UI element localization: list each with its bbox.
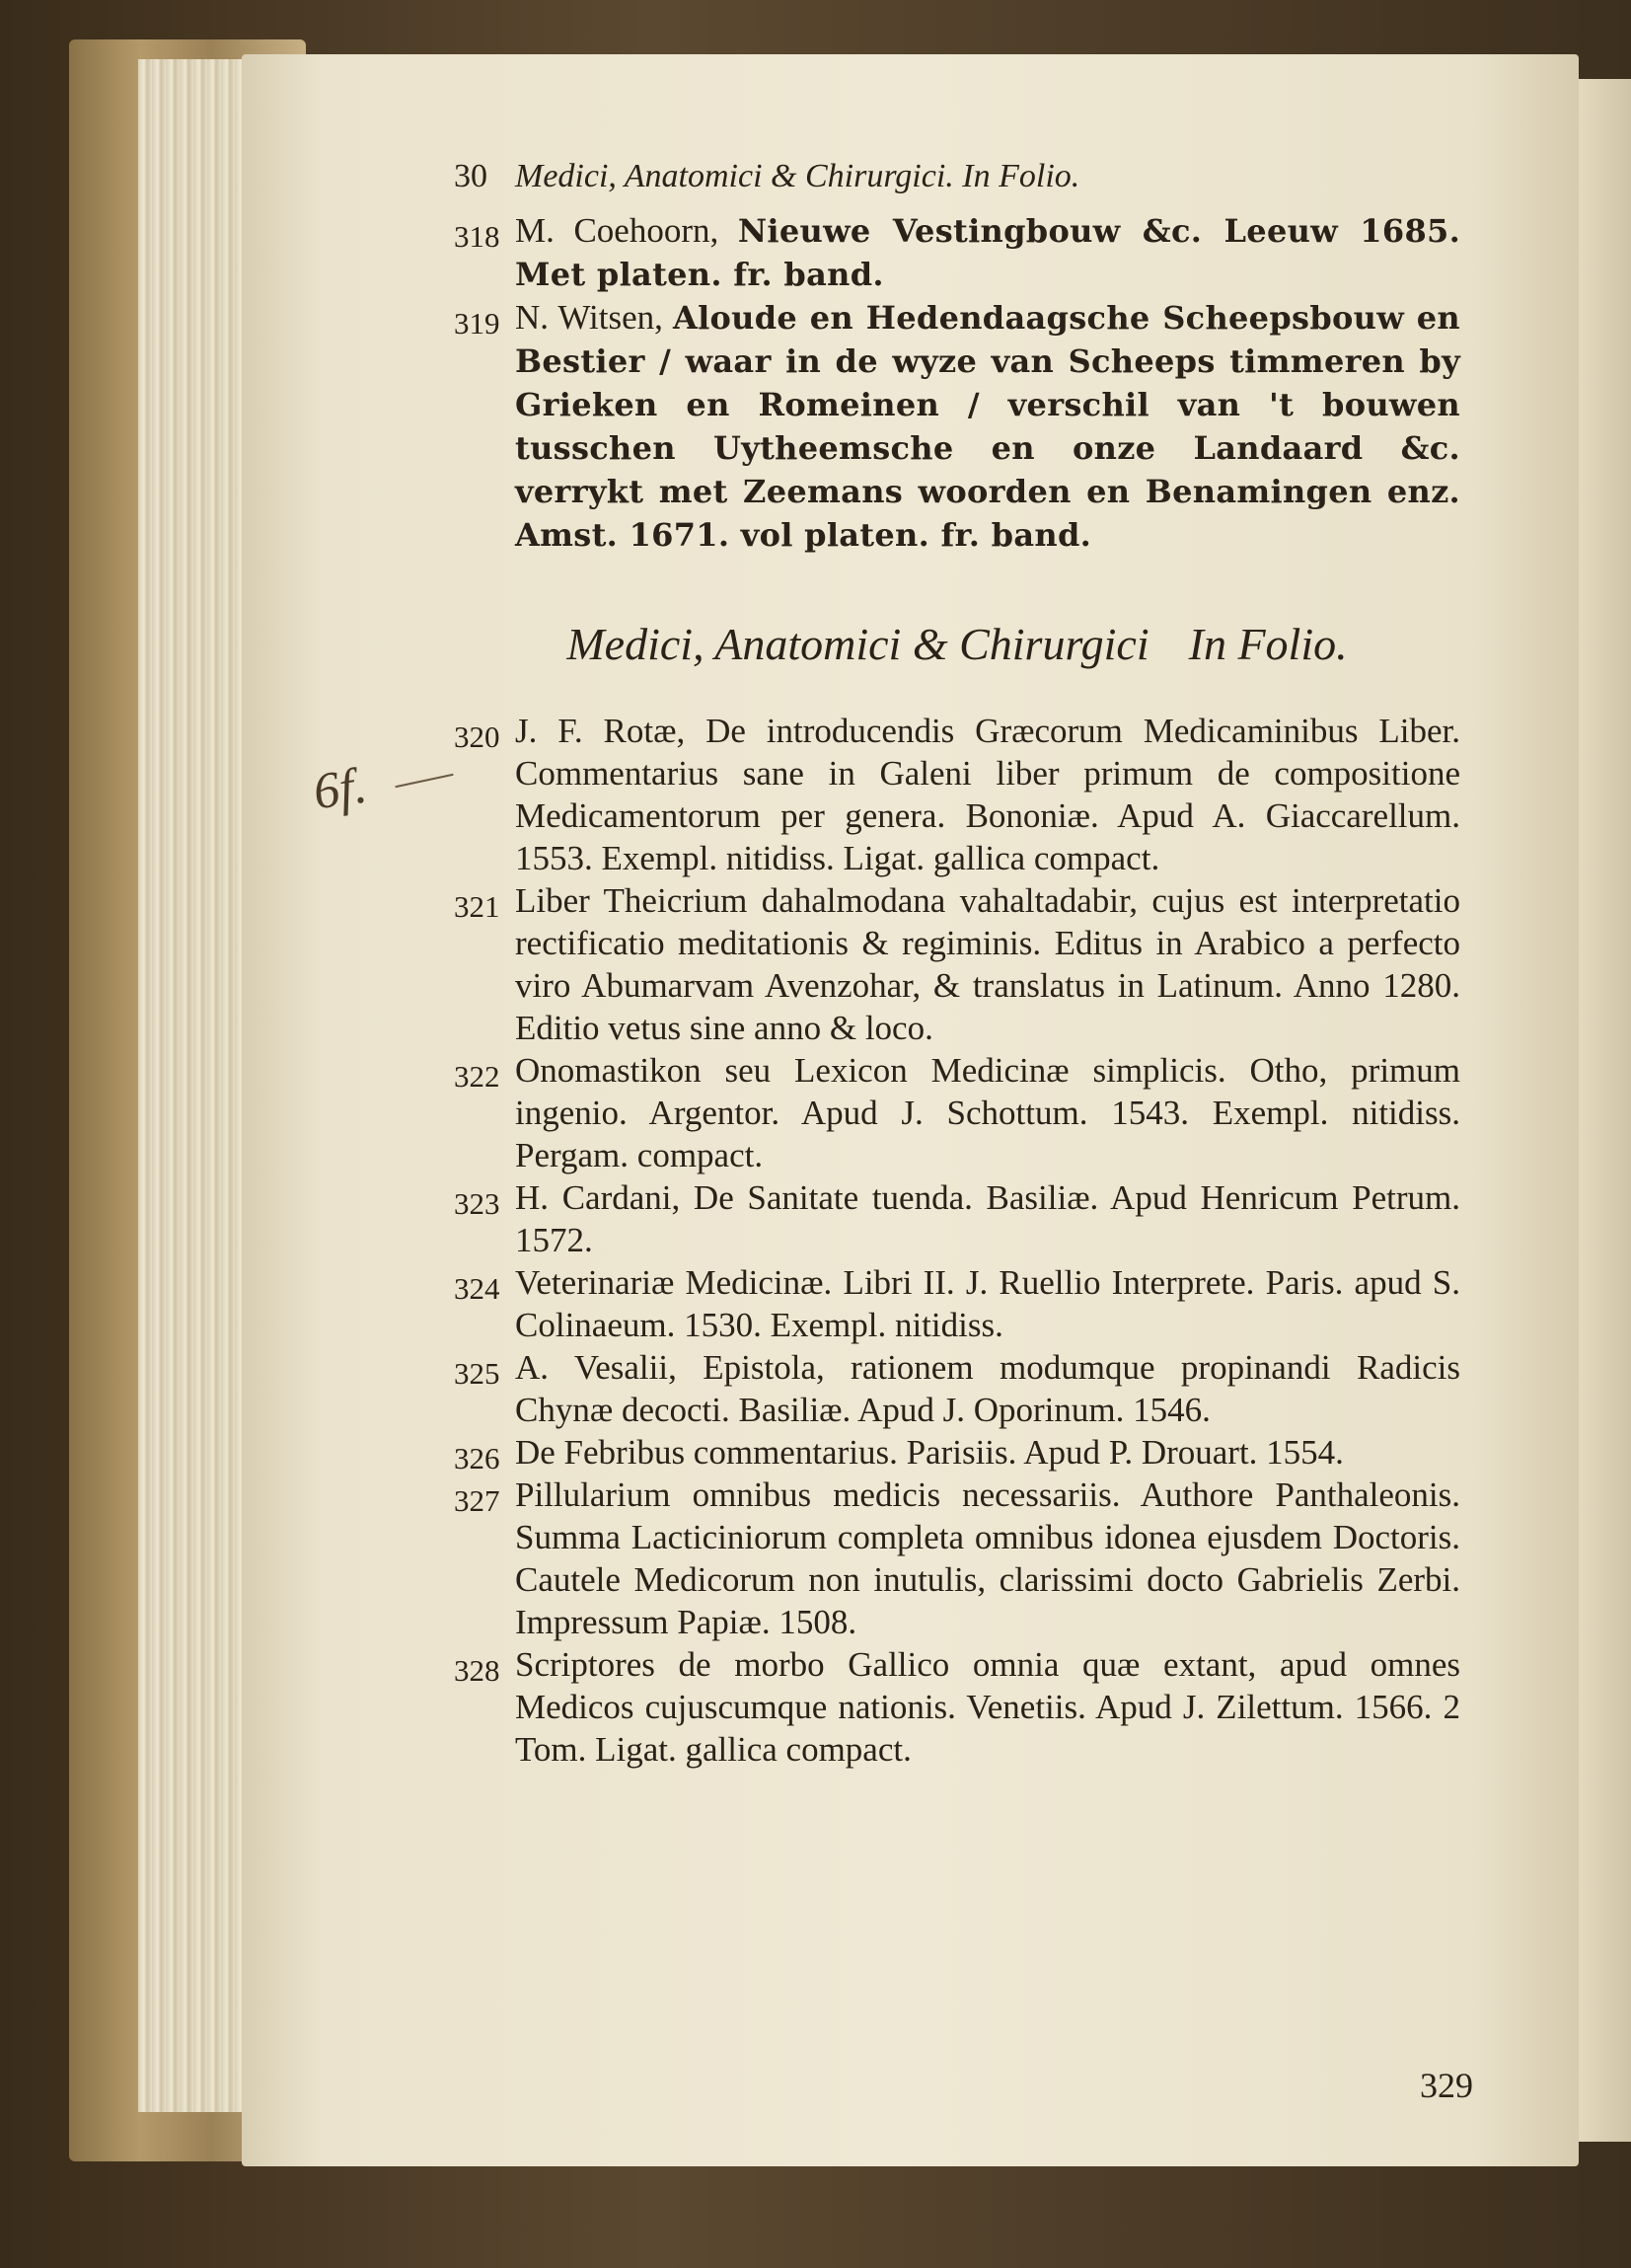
section-heading	[454, 618, 1460, 670]
catalog-entry-325	[454, 1346, 1460, 1431]
entry-text: J. F. Rotæ, De introducendis Græcorum Medicaminibus Liber. Commentarius sane in Galeni liber primum de compositione Medicamentorum per genera. Bononiæ. Apud A. Giaccarellum. 1553. Exempl. nitidiss. Ligat. gallica compact.	[515, 712, 1460, 877]
entry-number: 320	[454, 719, 500, 754]
catalog-entry-326	[454, 1431, 1460, 1474]
entry-text: A. Vesalii, Epistola, rationem modumque propinandi Radicis Chynæ decocti. Basiliæ. Apud J. Oporinum. 1546.	[515, 1348, 1460, 1429]
entry-number: 326	[454, 1441, 500, 1475]
entry-text: Onomastikon seu Lexicon Medicinæ simplicis. Otho, primum ingenio. Argentor. Apud J. Schottum. 1543. Exempl. nitidiss. Pergam. compact.	[515, 1051, 1460, 1174]
catalog-entry-327	[454, 1474, 1460, 1643]
catalog-entry-319	[454, 296, 1460, 557]
entry-number: 321	[454, 889, 500, 924]
catalog-entry-324	[454, 1261, 1460, 1346]
entry-author: N. Witsen,	[515, 298, 663, 337]
entry-number: 319	[454, 306, 500, 340]
entry-text: Pillularium omnibus medicis necessariis. Authore Panthaleonis. Summa Lacticiniorum completa omnibus idonea ejusdem Doctoris. Cautele Medicorum non inutulis, clarissimi docto Gabrielis Zerbi. Impressum Papiæ. 1508.	[515, 1475, 1460, 1641]
entry-number: 322	[454, 1059, 500, 1094]
catchword: 329	[1420, 2066, 1473, 2105]
catalog-entry-321	[454, 879, 1460, 1049]
entry-number: 318	[454, 219, 500, 254]
running-head	[454, 158, 1460, 195]
page-content	[454, 158, 1460, 1771]
catalog-entry-323	[454, 1176, 1460, 1261]
entry-text: H. Cardani, De Sanitate tuenda. Basiliæ. Apud Henricum Petrum. 1572.	[515, 1178, 1460, 1259]
entry-number: 328	[454, 1653, 500, 1688]
catalog-entry-328	[454, 1643, 1460, 1771]
catalog-entry-322	[454, 1049, 1460, 1176]
entry-text: De Febribus commentarius. Parisiis. Apud P. Drouart. 1554.	[515, 1433, 1344, 1472]
entry-text: Aloude en Hedendaagsche Scheepsbouw en Bestier / waar in de wyze van Scheeps timmeren by Grieken en Romeinen / verschil van 't bouwen tusschen Uytheemsche en onze Landaard &c. verrykt met Zeemans woorden en Benamingen enz. Amst. 1671. vol platen. fr. band.	[515, 299, 1460, 554]
running-title: Medici, Anatomici & Chirurgici. In Folio.	[515, 158, 1080, 194]
entry-author: M. Coehoorn,	[515, 211, 719, 250]
entry-number: 323	[454, 1186, 500, 1221]
entry-text: Veterinariæ Medicinæ. Libri II. J. Ruellio Interprete. Paris. apud S. Colinaeum. 1530. Exempl. nitidiss.	[515, 1263, 1460, 1344]
entry-text: Scriptores de morbo Gallico omnia quæ extant, apud omnes Medicos cujuscumque nationis. Venetiis. Apud J. Zilettum. 1566. 2 Tom. Ligat. gallica compact.	[515, 1645, 1460, 1769]
catalog-entry-320	[454, 710, 1460, 879]
facing-page-edge	[1579, 79, 1631, 2142]
entry-number: 324	[454, 1271, 500, 1306]
section-title: Medici, Anatomici & Chirurgici	[566, 619, 1149, 669]
section-format: In Folio.	[1188, 619, 1348, 669]
catalog-entry-318	[454, 209, 1460, 296]
entry-number: 325	[454, 1356, 500, 1391]
entry-text: Liber Theicrium dahalmodana vahaltadabir, cujus est interpretatio rectificatio meditationis & regiminis. Editus in Arabico a perfecto viro Abumarvam Avenzohar, & translatus in Latinum. Anno 1280. Editio vetus sine anno & loco.	[515, 881, 1460, 1047]
page-stack-edges	[138, 59, 247, 2112]
page-number: 30	[454, 158, 487, 194]
handwritten-margin-note: 6f.	[310, 757, 371, 821]
entry-text: Nieuwe Vestingbouw &c. Leeuw 1685. Met platen. fr. band.	[515, 212, 1461, 293]
entry-number: 327	[454, 1483, 500, 1518]
